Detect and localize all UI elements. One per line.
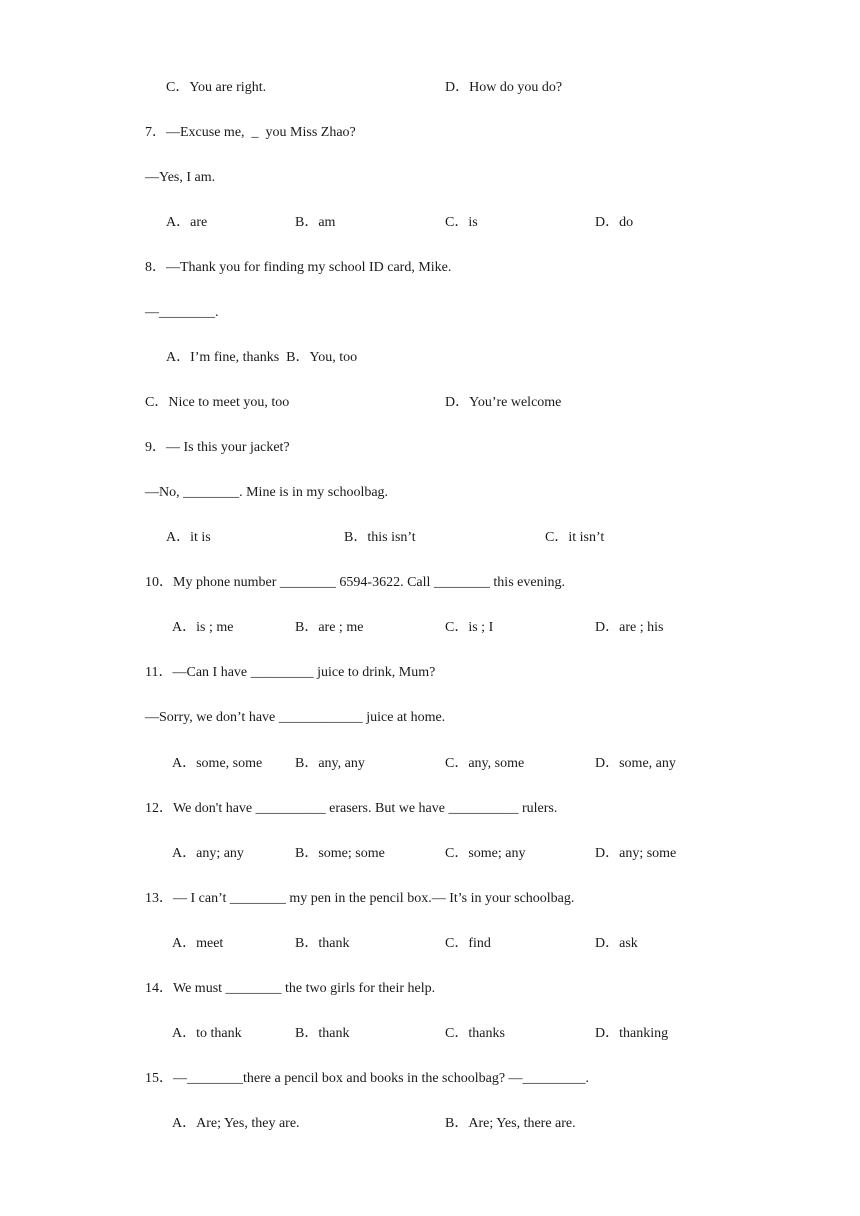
option-12b: B．some; some [295,846,385,861]
option-14c: C．thanks [445,1026,505,1041]
option-10a: A．is ; me [172,620,234,635]
option-6d: D．How do you do? [445,80,563,95]
option-10c: C．is ; I [445,620,494,635]
option-12a: A．any; any [172,846,244,861]
question-12-stem: 12．We don't have __________ erasers. But we have __________ rulers. [145,801,558,816]
question-13-stem: 13．— I can’t ________ my pen in the pencil box.— It’s in your schoolbag. [145,891,575,906]
option-11d: D．some, any [595,756,676,771]
option-9b: B．this isn’t [344,530,416,545]
question-14-stem: 14．We must ________ the two girls for their help. [145,981,436,996]
option-11c: C．any, some [445,756,525,771]
option-7c: C．is [445,215,478,230]
question-11-stem: 11．—Can I have _________ juice to drink, Mum? [145,665,436,680]
option-12d: D．any; some [595,846,677,861]
option-12c: C．some; any [445,846,526,861]
option-11a: A．some, some [172,756,263,771]
option-7b: B．am [295,215,336,230]
option-15b: B．Are; Yes, there are. [445,1116,576,1131]
option-13b: B．thank [295,936,350,951]
option-8d: D．You’re welcome [445,395,562,410]
option-8c: C．Nice to meet you, too [145,395,290,410]
option-8ab: A．I’m fine, thanks B．You, too [166,350,358,365]
option-10b: B．are ; me [295,620,364,635]
option-11b: B．any, any [295,756,365,771]
option-14d: D．thanking [595,1026,669,1041]
option-7d: D．do [595,215,634,230]
option-13d: D．ask [595,936,638,951]
option-13a: A．meet [172,936,224,951]
question-7-reply: —Yes, I am. [145,170,216,185]
question-9-stem: 9．— Is this your jacket? [145,440,290,455]
option-14a: A．to thank [172,1026,242,1041]
question-7-stem: 7．—Excuse me, _ you Miss Zhao? [145,125,356,140]
option-7a: A．are [166,215,208,230]
option-9a: A．it is [166,530,211,545]
option-9c: C．it isn’t [545,530,605,545]
option-15a: A．Are; Yes, they are. [172,1116,300,1131]
question-8-reply: —________. [145,305,219,320]
question-15-stem: 15．—________there a pencil box and books in the schoolbag? —_________. [145,1071,590,1086]
question-11-reply: —Sorry, we don’t have ____________ juice at home. [145,710,446,725]
question-10-stem: 10．My phone number ________ 6594-3622. Call ________ this evening. [145,575,565,590]
question-9-reply: —No, ________. Mine is in my schoolbag. [145,485,389,500]
option-14b: B．thank [295,1026,350,1041]
question-8-stem: 8．—Thank you for finding my school ID card, Mike. [145,260,452,275]
option-13c: C．find [445,936,491,951]
option-10d: D．are ; his [595,620,664,635]
option-6c: C．You are right. [166,80,267,95]
